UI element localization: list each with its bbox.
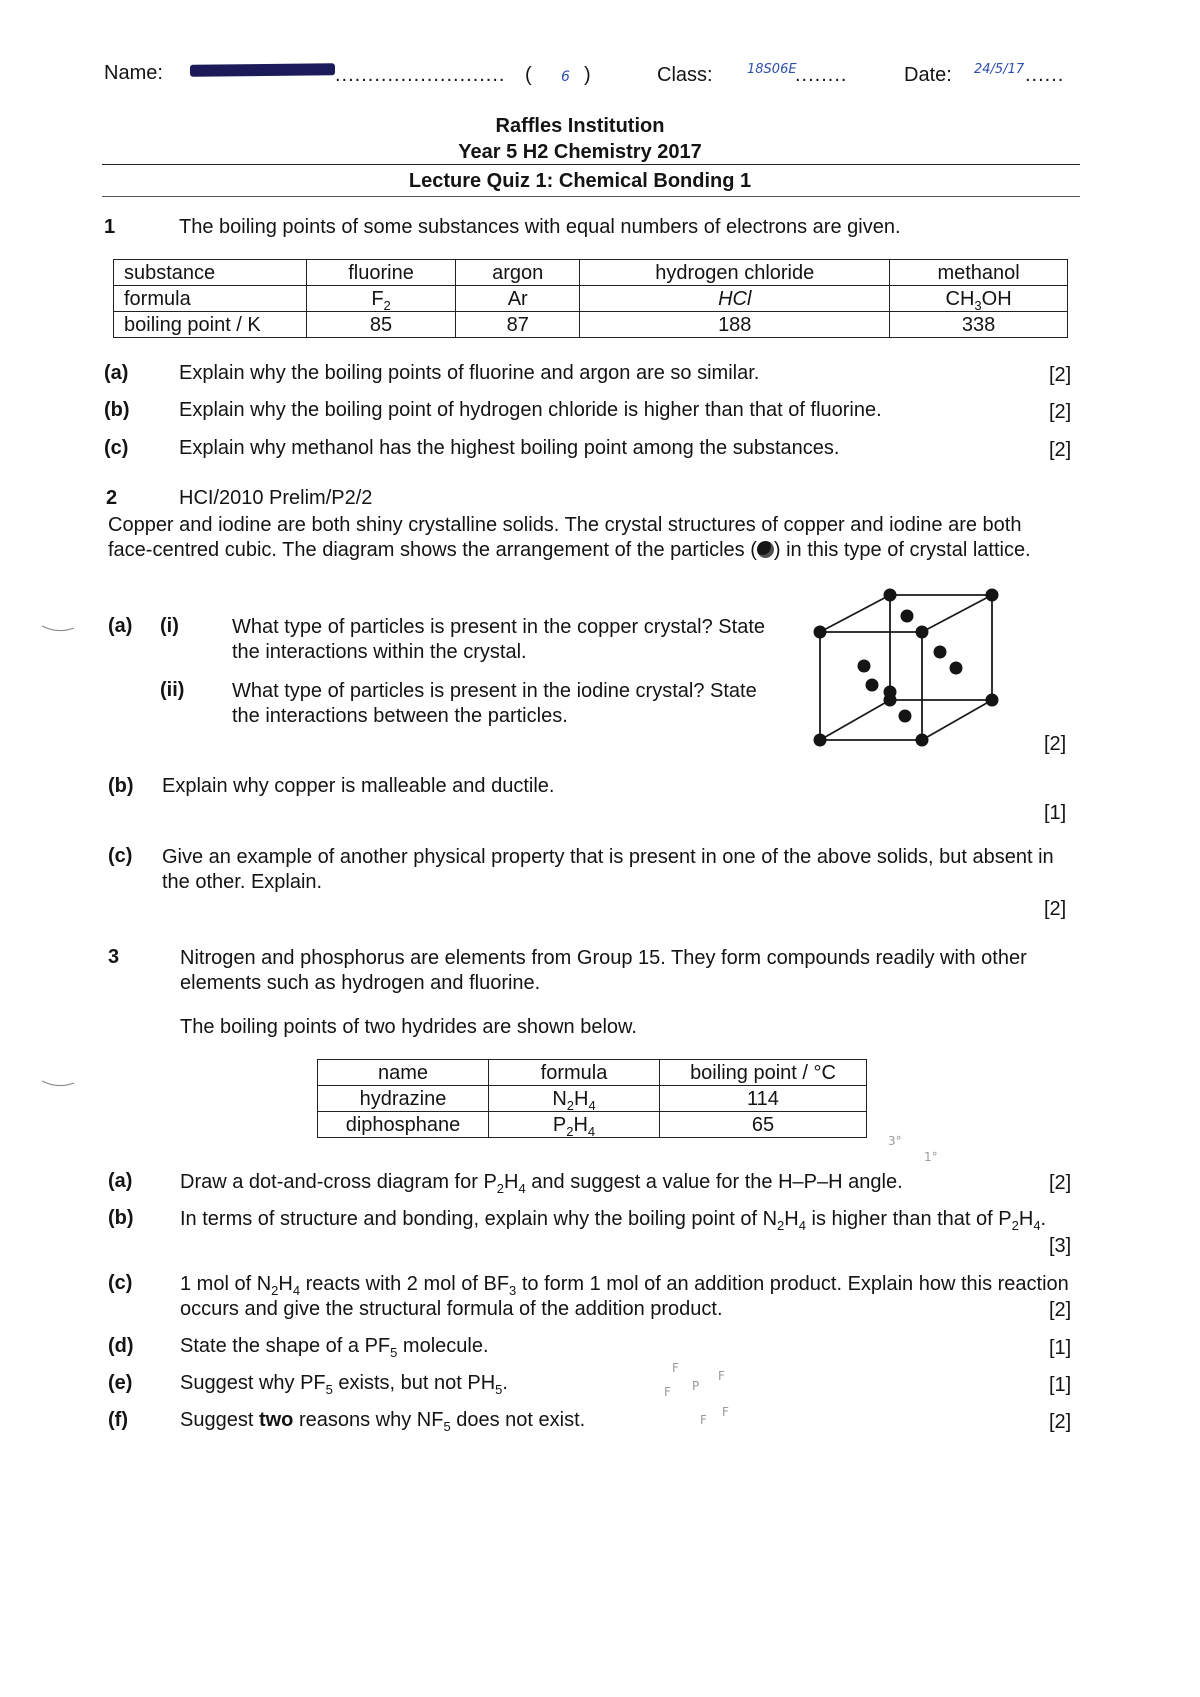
cell-hydrogen-chloride: hydrogen chloride <box>580 260 890 286</box>
lattice-particles <box>814 589 999 747</box>
q3d-marks: [1] <box>1049 1337 1072 1359</box>
date-dots: ...... <box>1025 64 1065 86</box>
q3a-label: (a) <box>108 1170 133 1192</box>
sketch-letter: F <box>718 1369 725 1383</box>
class-value: 18S06E <box>747 62 797 77</box>
text-part: . <box>502 1372 508 1394</box>
q3f-text <box>180 1409 585 1432</box>
index-value: 6 <box>561 69 570 85</box>
q3e-marks: [1] <box>1049 1374 1072 1396</box>
q2b-text: Explain why copper is malleable and ductile. <box>162 775 555 797</box>
q2-stem-a: Copper and iodine are both shiny crystalline solids. The crystal structures of copper and iodine are both face-centred cubic. The diagram shows the arrangement of the particles ( <box>108 514 1022 561</box>
class-dots: ........ <box>795 64 848 86</box>
q2b-label: (b) <box>108 775 134 797</box>
formula-subscript: 2 <box>566 1123 574 1139</box>
header-name: name <box>318 1060 489 1086</box>
text-part: is higher than that of P <box>805 1208 1012 1230</box>
q3f-label: (f) <box>108 1409 128 1431</box>
face-centre-particle <box>858 660 871 673</box>
formula-part: OH <box>981 287 1012 310</box>
text-part: to form 1 mol of an addition product. Explain how this reaction occurs and give the structural formula of the addition product. <box>180 1273 1069 1320</box>
text-subscript: 2 <box>1011 1218 1019 1233</box>
q3e-text <box>180 1372 508 1395</box>
q3b-label: (b) <box>108 1207 134 1229</box>
text-part: H <box>504 1171 519 1193</box>
sketch-letter: P <box>692 1379 700 1393</box>
class-label: Class: <box>657 64 713 86</box>
corner-particle <box>986 589 999 602</box>
q2ai-label: (i) <box>160 615 179 637</box>
q3b-text <box>180 1207 1078 1232</box>
formula-part: N <box>552 1087 567 1110</box>
cell-formula-hcl: HCl <box>580 286 890 312</box>
cube-edge <box>922 595 992 632</box>
cell-formula-f2 <box>307 286 456 312</box>
q1c-marks: [2] <box>1049 439 1072 461</box>
sketch-letter: F <box>664 1385 671 1399</box>
formula-subscript: 2 <box>566 1097 574 1113</box>
q2-source: HCI/2010 Prelim/P2/2 <box>179 487 373 509</box>
q3-number: 3 <box>108 946 120 968</box>
name-label: Name: <box>104 62 163 84</box>
table-row <box>318 1086 867 1112</box>
q2aii-text: What type of particles is present in the iodine crystal? State the interactions between the particles. <box>232 680 757 727</box>
formula-part: F <box>371 287 384 310</box>
q3c-text <box>180 1272 1078 1322</box>
face-centre-particle <box>899 710 912 723</box>
corner-particle <box>814 626 827 639</box>
index-close: ) <box>584 64 591 86</box>
text-subscript: 5 <box>325 1382 333 1397</box>
text-subscript: 3 <box>509 1283 517 1298</box>
face-centre-particle <box>950 662 963 675</box>
row-label-substance: substance <box>114 260 307 286</box>
q2ai-text: What type of particles is present in the copper crystal? State the interactions within the crystal. <box>232 616 765 663</box>
q3a-marks: [2] <box>1049 1172 1072 1194</box>
cube-edge <box>922 700 992 740</box>
text-part: Suggest why PF <box>180 1372 326 1394</box>
title-rule-bottom <box>102 196 1080 197</box>
q2a-label: (a) <box>108 615 133 637</box>
q1b-label: (b) <box>104 399 130 421</box>
table-row <box>114 260 1068 286</box>
q3f-marks: [2] <box>1049 1411 1072 1433</box>
text-part: H <box>278 1273 293 1295</box>
q1-number: 1 <box>104 216 116 238</box>
cell-bp-diphosphane: 65 <box>660 1112 867 1138</box>
name-dots: .......................... <box>335 64 506 86</box>
face-centre-particle <box>866 679 879 692</box>
face-centre-particle <box>901 610 914 623</box>
cell-formula-ch3oh <box>890 286 1068 312</box>
text-part: and suggest a value for the H–P–H angle. <box>525 1171 903 1193</box>
q3-table-intro: The boiling points of two hydrides are shown below. <box>180 1016 637 1038</box>
cell-bp-fluorine: 85 <box>307 312 456 338</box>
course-title: Year 5 H2 Chemistry 2017 <box>458 141 702 163</box>
q3-stem: Nitrogen and phosphorus are elements from Group 15. They form compounds readily with other elements such as hydrogen and fluorine. <box>180 947 1027 994</box>
cell-formula-p2h4 <box>489 1112 660 1138</box>
row-label-boiling-point: boiling point / K <box>114 312 307 338</box>
header-boiling-point: boiling point / °C <box>660 1060 867 1086</box>
text-part: molecule. <box>397 1335 489 1357</box>
formula-subscript: 2 <box>383 297 391 313</box>
cell-formula-ar: Ar <box>456 286 580 312</box>
text-part: 1 mol of N <box>180 1273 272 1295</box>
title-rule-top <box>102 164 1080 165</box>
text-subscript: 2 <box>496 1181 505 1196</box>
corner-particle <box>916 734 929 747</box>
q2-number: 2 <box>106 487 118 509</box>
q2-stem-b: ) in this type of crystal lattice. <box>773 539 1031 561</box>
corner-particle <box>814 734 827 747</box>
text-part: exists, but not PH <box>332 1372 496 1394</box>
q2b-marks: [1] <box>1044 802 1067 824</box>
q1a-marks: [2] <box>1049 364 1072 386</box>
date-value: 24/5/17 <box>974 62 1025 77</box>
text-part: H <box>1018 1208 1034 1230</box>
q2a-marks: [2] <box>1044 733 1067 755</box>
cell-methanol: methanol <box>890 260 1068 286</box>
q1-table <box>113 259 1068 338</box>
q1-stem: The boiling points of some substances with equal numbers of electrons are given. <box>179 216 901 238</box>
q1b-text: Explain why the boiling point of hydrogen chloride is higher than that of fluorine. <box>179 399 882 421</box>
scan-mark <box>40 620 80 640</box>
text-part: H <box>784 1208 799 1230</box>
cell-formula-n2h4 <box>489 1086 660 1112</box>
text-part: reasons why NF <box>293 1409 444 1431</box>
text-subscript: 4 <box>518 1181 526 1196</box>
q2aii-label: (ii) <box>160 679 185 701</box>
cell-bp-hydrazine: 114 <box>660 1086 867 1112</box>
sketch-letter: F <box>672 1361 679 1375</box>
table-row <box>114 312 1068 338</box>
q2c-marks: [2] <box>1044 898 1067 920</box>
cell-fluorine: fluorine <box>307 260 456 286</box>
q1c-label: (c) <box>104 437 129 459</box>
text-part: Suggest <box>180 1409 259 1431</box>
text-subscript: 4 <box>1033 1218 1041 1233</box>
particle-symbol-icon <box>757 541 774 558</box>
q1a-label: (a) <box>104 362 129 384</box>
q3-table <box>317 1059 867 1138</box>
cell-hydrazine: hydrazine <box>318 1086 489 1112</box>
table-row <box>318 1060 867 1086</box>
q3b-marks: [3] <box>1049 1235 1072 1257</box>
cell-bp-hcl: 188 <box>580 312 890 338</box>
scan-mark <box>40 1075 80 1095</box>
q3c-label: (c) <box>108 1272 133 1294</box>
q3a-text <box>180 1170 1030 1195</box>
q2c-label: (c) <box>108 845 133 867</box>
q2-stem <box>108 513 1071 563</box>
text-subscript: 2 <box>777 1218 785 1233</box>
text-subscript: 5 <box>390 1345 398 1360</box>
index-open: ( <box>525 64 532 86</box>
formula-part: CH <box>945 287 975 310</box>
formula-part: H <box>573 1113 588 1136</box>
text-part: reacts with 2 mol of BF <box>300 1273 510 1295</box>
text-subscript: 2 <box>271 1283 279 1298</box>
q1b-marks: [2] <box>1049 401 1072 423</box>
face-centre-particle <box>884 686 897 699</box>
sketch-letter: F <box>722 1405 729 1419</box>
cube-edge <box>820 595 890 632</box>
school-title: Raffles Institution <box>495 115 665 137</box>
text-subscript: 4 <box>798 1218 806 1233</box>
corner-particle <box>986 694 999 707</box>
corner-particle <box>916 626 929 639</box>
q3d-label: (d) <box>108 1335 134 1357</box>
text-part: In terms of structure and bonding, explain why the boiling point of N <box>180 1208 778 1230</box>
corner-particle <box>884 589 897 602</box>
q3e-label: (e) <box>108 1372 133 1394</box>
text-part: State the shape of a PF <box>180 1335 391 1357</box>
cell-bp-methanol: 338 <box>890 312 1068 338</box>
formula-subscript: 4 <box>587 1123 596 1139</box>
table-row <box>318 1112 867 1138</box>
cell-diphosphane: diphosphane <box>318 1112 489 1138</box>
text-part: does not exist. <box>450 1409 586 1431</box>
text-part: Draw a dot-and-cross diagram for P <box>180 1171 497 1193</box>
cell-argon: argon <box>456 260 580 286</box>
header-formula: formula <box>489 1060 660 1086</box>
text-part: . <box>1040 1208 1047 1230</box>
formula-subscript: 3 <box>974 297 982 313</box>
formula-subscript: 4 <box>588 1097 596 1113</box>
text-subscript: 4 <box>292 1283 301 1298</box>
q1a-text: Explain why the boiling points of fluorine and argon are so similar. <box>179 362 760 384</box>
text-emphasis: two <box>258 1409 294 1431</box>
text-subscript: 5 <box>495 1382 503 1397</box>
face-centre-particle <box>934 646 947 659</box>
date-label: Date: <box>904 64 952 86</box>
formula-part: H <box>574 1087 589 1110</box>
quiz-title: Lecture Quiz 1: Chemical Bonding 1 <box>408 170 752 192</box>
pencil-note: 1° <box>924 1150 938 1164</box>
sketch-letter: F <box>700 1413 707 1427</box>
fcc-lattice-diagram <box>800 580 1030 755</box>
q3d-text <box>180 1335 489 1358</box>
name-redaction <box>190 63 335 77</box>
q2c-text: Give an example of another physical property that is present in one of the above solids, but absent in the other. Explain. <box>162 846 1054 893</box>
text-subscript: 5 <box>443 1419 451 1434</box>
cell-bp-argon: 87 <box>456 312 580 338</box>
formula-part: P <box>552 1113 567 1136</box>
pencil-sketch-pf5 <box>660 1355 750 1435</box>
row-label-formula: formula <box>114 286 307 312</box>
cube-edge <box>820 700 890 740</box>
table-row <box>114 286 1068 312</box>
q1c-text: Explain why methanol has the highest boiling point among the substances. <box>179 437 840 459</box>
pencil-note: 3° <box>888 1134 902 1148</box>
q3c-marks: [2] <box>1049 1299 1072 1321</box>
